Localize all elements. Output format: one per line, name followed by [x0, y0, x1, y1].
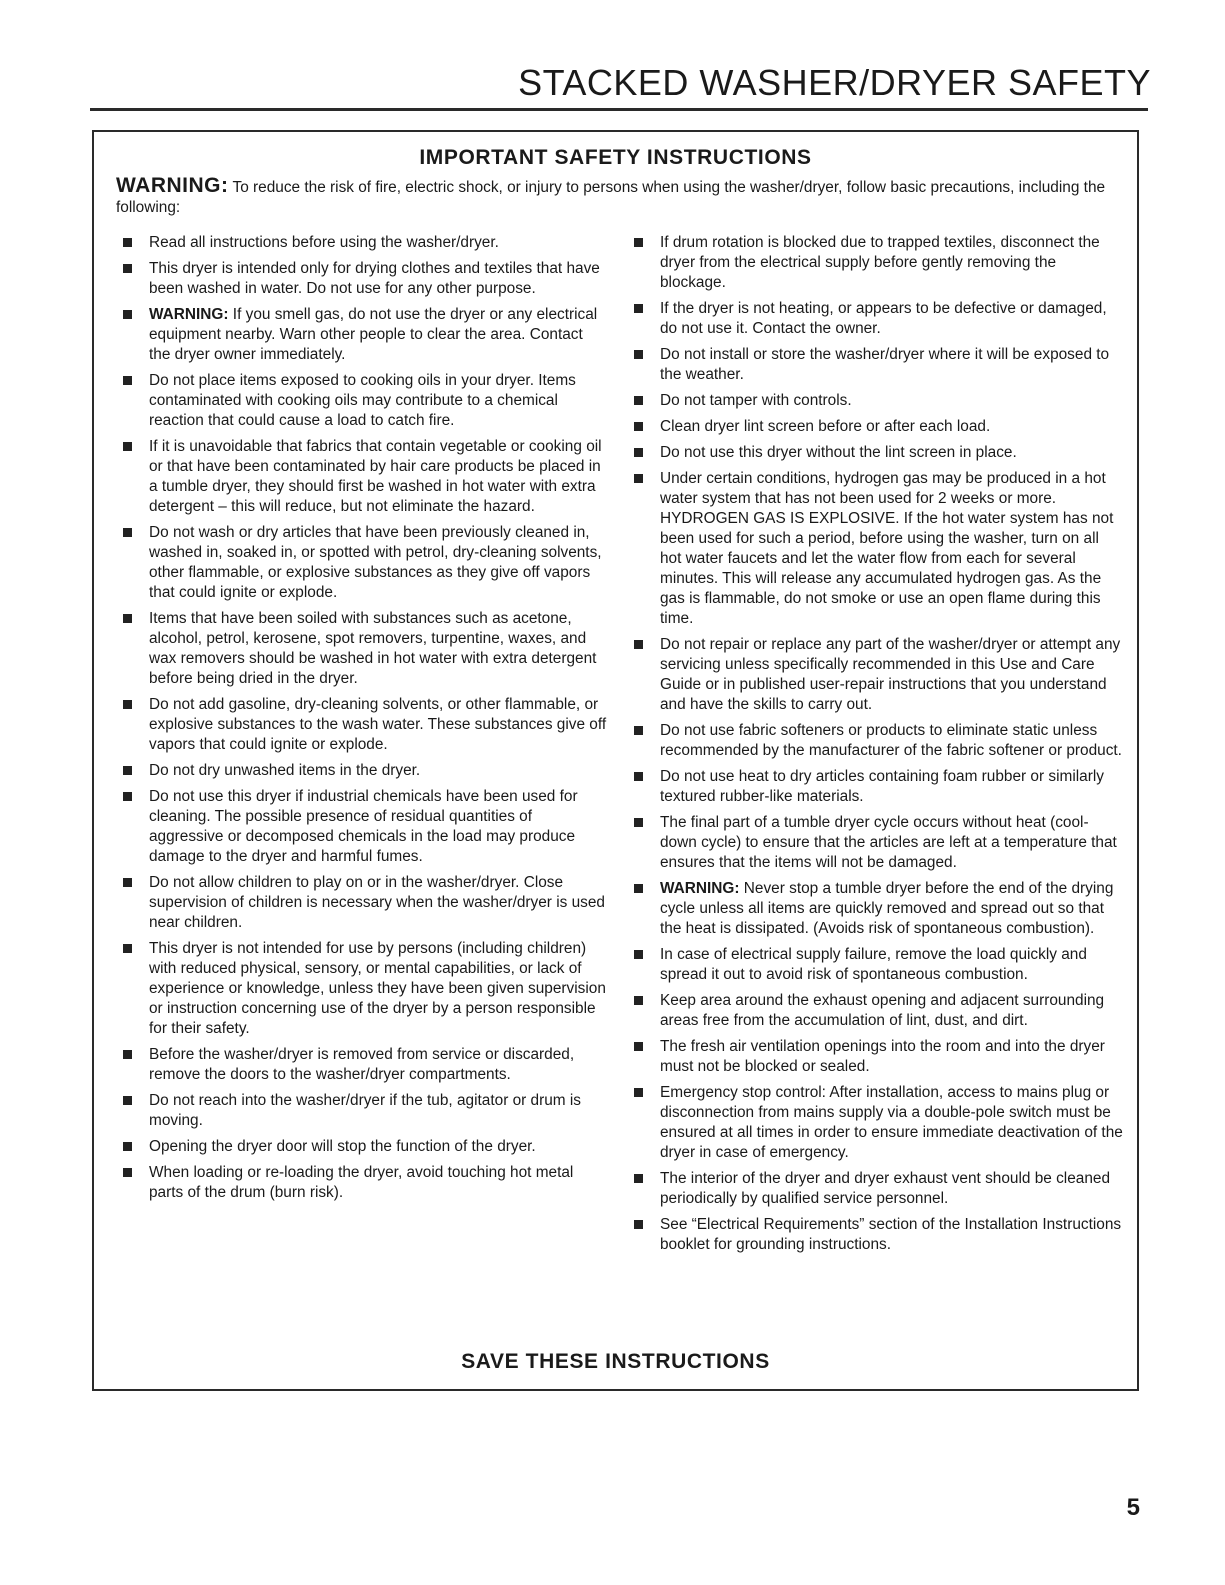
instruction-item: [629, 1083, 1124, 1163]
instruction-text: The fresh air ventilation openings into the room and into the dryer must not be blocked or sealed.: [660, 1038, 1105, 1075]
safety-instructions-box: [92, 130, 1139, 1391]
instruction-item: [629, 469, 1124, 629]
square-bullet-icon: [634, 950, 643, 959]
square-bullet-icon: [634, 818, 643, 827]
instruction-item: [629, 879, 1124, 939]
instruction-text: Items that have been soiled with substances such as acetone, alcohol, petrol, kerosene, spot removers, turpentine, waxes, and wax removers should be washed in hot water with extra detergent before being dried in the dryer.: [149, 610, 597, 687]
instruction-text: This dryer is intended only for drying clothes and textiles that have been washed in water. Do not use for any other purpose.: [149, 260, 600, 297]
instruction-text: Emergency stop control: After installation, access to mains plug or disconnection from mains supply via a double-pole switch must be ensured at all times in order to ensure immediate deactivation of the dryer in case of emergency.: [660, 1084, 1123, 1161]
square-bullet-icon: [634, 1088, 643, 1097]
instruction-item: [118, 609, 608, 689]
square-bullet-icon: [634, 396, 643, 405]
square-bullet-icon: [634, 1220, 643, 1229]
instruction-text: Do not allow children to play on or in the washer/dryer. Close supervision of children is necessary when the washer/dryer is used near children.: [149, 874, 605, 931]
instruction-item: [118, 371, 608, 431]
instruction-item: [118, 787, 608, 867]
square-bullet-icon: [123, 1168, 132, 1177]
instruction-item: [629, 417, 1124, 437]
square-bullet-icon: [123, 310, 132, 319]
instruction-text: The final part of a tumble dryer cycle occurs without heat (cool-down cycle) to ensure that the articles are left at a temperature that ensures that the items will not be damaged.: [660, 814, 1117, 871]
instruction-text: If drum rotation is blocked due to trapped textiles, disconnect the dryer from the electrical supply before gently removing the blockage.: [660, 234, 1100, 291]
square-bullet-icon: [634, 474, 643, 483]
instruction-item: [118, 233, 608, 253]
title-rule: [90, 108, 1148, 111]
square-bullet-icon: [634, 884, 643, 893]
instruction-item: [629, 443, 1124, 463]
square-bullet-icon: [123, 700, 132, 709]
instruction-text: Do not use fabric softeners or products to eliminate static unless recommended by the manufacturer of the fabric softener or product.: [660, 722, 1122, 759]
instruction-item: [629, 991, 1124, 1031]
instruction-item: [118, 1137, 608, 1157]
instruction-text: The interior of the dryer and dryer exhaust vent should be cleaned periodically by qualified service personnel.: [660, 1170, 1111, 1207]
instruction-item: [629, 345, 1124, 385]
square-bullet-icon: [123, 614, 132, 623]
instruction-item: [629, 1215, 1124, 1255]
instruction-text: Do not use heat to dry articles containing foam rubber or similarly textured rubber-like materials.: [660, 768, 1104, 805]
square-bullet-icon: [123, 766, 132, 775]
instruction-text: Opening the dryer door will stop the function of the dryer.: [149, 1138, 536, 1155]
instruction-item: [629, 721, 1124, 761]
instruction-item: [629, 635, 1124, 715]
instruction-item: [629, 945, 1124, 985]
square-bullet-icon: [123, 878, 132, 887]
instruction-text: Keep area around the exhaust opening and adjacent surrounding areas free from the accumulation of lint, dust, and dirt.: [660, 992, 1105, 1029]
instruction-item: [118, 437, 608, 517]
instruction-text: Before the washer/dryer is removed from service or discarded, remove the doors to the washer/dryer compartments.: [149, 1046, 575, 1083]
instruction-text: Never stop a tumble dryer before the end of the drying cycle unless all items are quickly removed and spread out so that the heat is dissipated. (Avoids risk of spontaneous combustion).: [660, 880, 1114, 937]
square-bullet-icon: [123, 442, 132, 451]
instruction-text: This dryer is not intended for use by persons (including children) with reduced physical, sensory, or mental capabilities, or lack of experience or knowledge, unless they have been given supervision or instruction concerning use of the dryer by a person responsible for their safety.: [149, 940, 606, 1037]
box-heading: IMPORTANT SAFETY INSTRUCTIONS: [419, 146, 812, 169]
page-title: STACKED WASHER/DRYER SAFETY: [518, 62, 1151, 103]
instruction-text: If the dryer is not heating, or appears to be defective or damaged, do not use it. Contact the owner.: [660, 300, 1107, 337]
instruction-text: Do not tamper with controls.: [660, 392, 852, 409]
instruction-item: [118, 695, 608, 755]
instruction-text: See “Electrical Requirements” section of the Installation Instructions booklet for grounding instructions.: [660, 1216, 1122, 1253]
instruction-item: [118, 259, 608, 299]
instruction-item: [629, 1169, 1124, 1209]
square-bullet-icon: [123, 792, 132, 801]
square-bullet-icon: [634, 448, 643, 457]
warning-label: WARNING:: [116, 174, 229, 197]
warning-label: WARNING:: [660, 880, 740, 897]
instruction-text: Do not wash or dry articles that have been previously cleaned in, washed in, soaked in, or spotted with petrol, dry-cleaning solvents, other flammable, or explosive substances as they give off vapors that could ignite or explode.: [149, 524, 602, 601]
square-bullet-icon: [634, 996, 643, 1005]
square-bullet-icon: [123, 264, 132, 273]
square-bullet-icon: [634, 726, 643, 735]
instruction-text: Do not use this dryer without the lint screen in place.: [660, 444, 1017, 461]
square-bullet-icon: [634, 238, 643, 247]
instruction-text: Do not reach into the washer/dryer if the tub, agitator or drum is moving.: [149, 1092, 582, 1129]
instruction-text: Do not install or store the washer/dryer where it will be exposed to the weather.: [660, 346, 1110, 383]
square-bullet-icon: [123, 238, 132, 247]
instruction-text: In case of electrical supply failure, remove the load quickly and spread it out to avoid risk of spontaneous combustion.: [660, 946, 1087, 983]
square-bullet-icon: [634, 350, 643, 359]
instruction-item: [118, 873, 608, 933]
warning-label: WARNING:: [149, 306, 229, 323]
square-bullet-icon: [123, 1142, 132, 1151]
instruction-item: [118, 761, 608, 781]
instruction-item: [629, 813, 1124, 873]
square-bullet-icon: [634, 772, 643, 781]
instruction-item: [629, 1037, 1124, 1077]
instruction-item: [118, 1045, 608, 1085]
square-bullet-icon: [123, 528, 132, 537]
instruction-item: [118, 523, 608, 603]
instruction-item: [629, 767, 1124, 807]
instruction-item: [629, 299, 1124, 339]
square-bullet-icon: [123, 944, 132, 953]
square-bullet-icon: [634, 1174, 643, 1183]
instruction-item: [629, 233, 1124, 293]
square-bullet-icon: [634, 304, 643, 313]
page-number: 5: [1126, 1494, 1140, 1521]
instruction-item: [118, 939, 608, 1039]
instruction-text: Clean dryer lint screen before or after each load.: [660, 418, 991, 435]
instruction-text: If it is unavoidable that fabrics that contain vegetable or cooking oil or that have been contaminated by hair care products be placed in a tumble dryer, they should first be washed in hot water with extra detergent – this will reduce, but not eliminate the hazard.: [149, 438, 602, 515]
instruction-text: Do not place items exposed to cooking oils in your dryer. Items contaminated with cooking oils may contribute to a chemical reaction that could cause a load to catch fire.: [149, 372, 576, 429]
instruction-text: Do not add gasoline, dry-cleaning solvents, or other flammable, or explosive substances to the wash water. These substances give off vapors that could ignite or explode.: [149, 696, 607, 753]
square-bullet-icon: [634, 1042, 643, 1051]
warning-text: To reduce the risk of fire, electric shock, or injury to persons when using the washer/dryer, follow basic precautions, including the following:: [116, 179, 1106, 216]
instruction-item: [118, 1091, 608, 1131]
square-bullet-icon: [123, 1096, 132, 1105]
square-bullet-icon: [634, 640, 643, 649]
right-instruction-list: [629, 233, 1124, 1261]
save-instructions-heading: SAVE THESE INSTRUCTIONS: [461, 1350, 770, 1373]
instruction-text: If you smell gas, do not use the dryer or any electrical equipment nearby. Warn other people to clear the area. Contact the dryer owner immediately.: [149, 306, 598, 363]
instruction-item: [118, 1163, 608, 1203]
warning-intro: [116, 176, 1107, 218]
instruction-text: When loading or re-loading the dryer, avoid touching hot metal parts of the drum (burn risk).: [149, 1164, 574, 1201]
instruction-text: Under certain conditions, hydrogen gas may be produced in a hot water system that has not been used for 2 weeks or more. HYDROGEN GAS IS EXPLOSIVE. If the hot water system has not been used for such a period, before using the washer, turn on all hot water faucets and let the water flow from each for several minutes. This will release any accumulated hydrogen gas. As the gas is flammable, do not smoke or use an open flame during this time.: [660, 470, 1114, 627]
square-bullet-icon: [634, 422, 643, 431]
square-bullet-icon: [123, 376, 132, 385]
instruction-text: Do not repair or replace any part of the washer/dryer or attempt any servicing unless specifically recommended in this Use and Care Guide or in published user-repair instructions that you understand and have the skills to carry out.: [660, 636, 1121, 713]
instruction-text: Do not dry unwashed items in the dryer.: [149, 762, 421, 779]
instruction-item: [629, 391, 1124, 411]
instruction-text: Read all instructions before using the washer/dryer.: [149, 234, 499, 251]
left-instruction-list: [118, 233, 608, 1209]
square-bullet-icon: [123, 1050, 132, 1059]
instruction-text: Do not use this dryer if industrial chemicals have been used for cleaning. The possible presence of residual quantities of aggressive or decomposed chemicals in the load may produce damage to the dryer and harmful fumes.: [149, 788, 578, 865]
instruction-item: [118, 305, 608, 365]
